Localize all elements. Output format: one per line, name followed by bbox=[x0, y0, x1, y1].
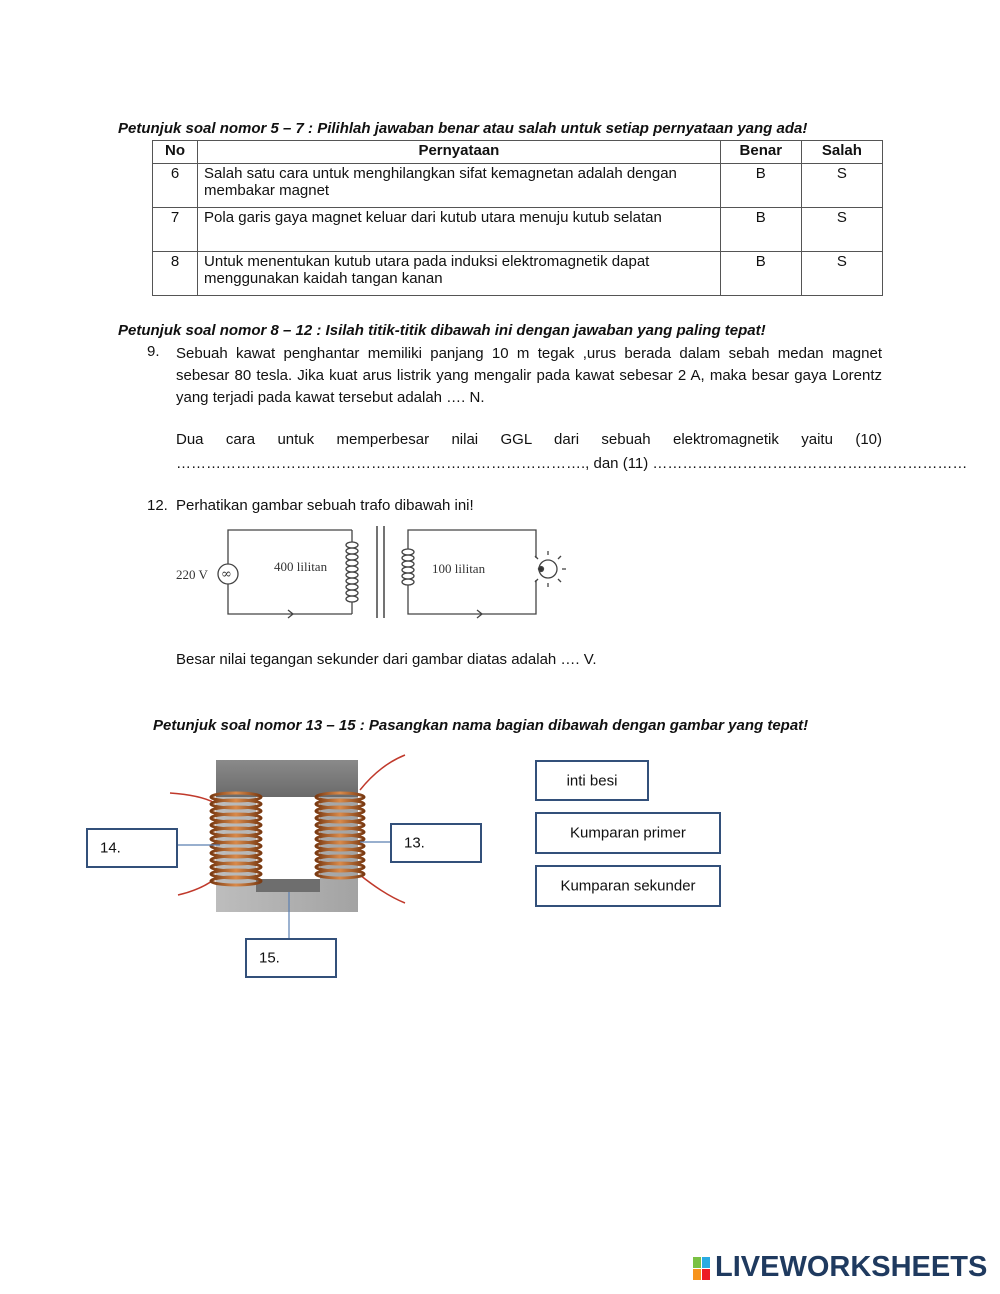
answer-benar[interactable]: B bbox=[720, 208, 801, 252]
liveworksheets-logo-icon bbox=[693, 1257, 711, 1281]
row-number: 6 bbox=[153, 164, 198, 208]
answer-salah[interactable]: S bbox=[801, 252, 882, 296]
row-number: 8 bbox=[153, 252, 198, 296]
option-inti-besi[interactable] bbox=[535, 760, 649, 801]
answer-box-15[interactable] bbox=[245, 938, 337, 978]
table-row bbox=[153, 164, 883, 208]
row-number: 7 bbox=[153, 208, 198, 252]
answer-box-13[interactable] bbox=[390, 823, 482, 863]
transformer-3d-illustration bbox=[160, 745, 420, 950]
header-salah: Salah bbox=[801, 141, 882, 164]
lamp-icon bbox=[535, 551, 566, 587]
label-13: 13. bbox=[404, 834, 425, 852]
secondary-turns-label: 100 lilitan bbox=[432, 561, 486, 576]
header-statement: Pernyataan bbox=[198, 141, 721, 164]
transformer-circuit-diagram bbox=[172, 522, 577, 622]
header-no: No bbox=[153, 141, 198, 164]
secondary-coil-icon bbox=[402, 549, 414, 585]
answer-box-14[interactable] bbox=[86, 828, 178, 868]
answer-salah[interactable]: S bbox=[801, 164, 882, 208]
question-12-text: Perhatikan gambar sebuah trafo dibawah ini! bbox=[176, 497, 474, 514]
option-kumparan-sekunder[interactable] bbox=[535, 865, 721, 907]
svg-text:∞: ∞ bbox=[221, 567, 232, 582]
row-statement: Pola garis gaya magnet keluar dari kutub utara menuju kutub selatan bbox=[198, 208, 721, 252]
answer-benar[interactable]: B bbox=[720, 252, 801, 296]
question-9-text: Sebuah kawat penghantar memiliki panjang 10 m tegak ,urus berada dalam sebah medan magnet sebesar 80 tesla. Jika kuat arus listrik yang mengalir pada kawat sebesar 2 A, maka besar gaya Lorentz yang terjadi pada kawat tersebut adalah …. N. bbox=[176, 345, 882, 406]
primary-turns-label: 400 lilitan bbox=[274, 559, 328, 574]
option-label: inti besi bbox=[566, 772, 618, 789]
header-benar: Benar bbox=[720, 141, 801, 164]
question-10-line: Dua cara untuk memperbesar nilai GGL dari sebuah elektromagnetik yaitu (10) bbox=[176, 431, 882, 448]
row-statement: Salah satu cara untuk menghilangkan sifat kemagnetan adalah dengan membakar magnet bbox=[198, 164, 721, 208]
primary-coil-icon bbox=[346, 542, 358, 602]
table-row bbox=[153, 208, 883, 252]
brand-logo-text[interactable]: LIVEWORKSHEETS bbox=[715, 1251, 988, 1283]
option-label: Kumparan primer bbox=[570, 824, 686, 842]
label-14: 14. bbox=[100, 839, 121, 857]
right-coil-icon bbox=[316, 793, 364, 878]
question-12-prompt: Besar nilai tegangan sekunder dari gambar diatas adalah …. V. bbox=[176, 651, 597, 668]
question-12-number: 12. bbox=[147, 497, 168, 514]
answer-salah[interactable]: S bbox=[801, 208, 882, 252]
instruction-13-15: Petunjuk soal nomor 13 – 15 : Pasangkan nama bagian dibawah dengan gambar yang tepat! bbox=[153, 717, 809, 734]
option-kumparan-primer[interactable] bbox=[535, 812, 721, 854]
option-label: Kumparan sekunder bbox=[560, 877, 696, 895]
voltage-label: 220 V bbox=[176, 567, 208, 582]
table-row bbox=[153, 252, 883, 296]
answer-benar[interactable]: B bbox=[720, 164, 801, 208]
question-9-number: 9. bbox=[147, 343, 160, 360]
instruction-5-7: Petunjuk soal nomor 5 – 7 : Pilihlah jawaban benar atau salah untuk setiap pernyataan yang ada! bbox=[118, 120, 808, 137]
row-statement: Untuk menentukan kutub utara pada induksi elektromagnetik dapat menggunakan kaidah tangan kanan bbox=[198, 252, 721, 296]
instruction-8-12: Petunjuk soal nomor 8 – 12 : Isilah titik-titik dibawah ini dengan jawaban yang paling tepat! bbox=[118, 322, 766, 339]
label-15: 15. bbox=[259, 949, 280, 967]
table-header-row bbox=[153, 141, 883, 164]
answer-blank-line[interactable]: ………………………………………………………………………., dan (11) ……………………………………………………… bbox=[176, 455, 968, 472]
true-false-table bbox=[152, 140, 883, 296]
